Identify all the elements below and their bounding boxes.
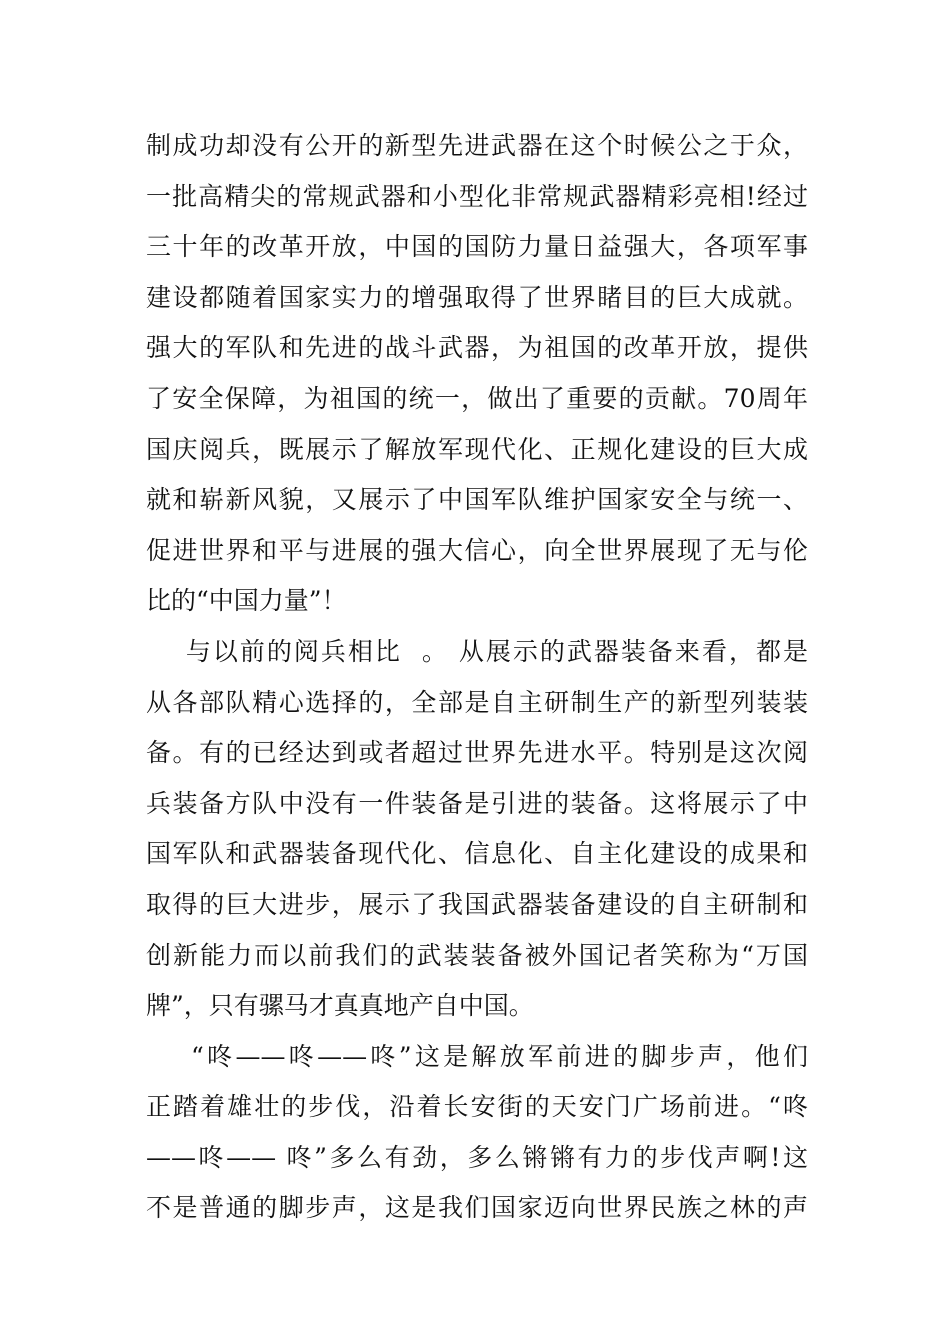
text-line: 正踏着雄壮的步伐，沿着长安街的天安门广场前进。“咚 (146, 1092, 808, 1122)
text-line: 创新能力而以前我们的武装装备被外国记者笑称为“万国 (146, 940, 808, 970)
text-line: 取得的巨大进步，展示了我国武器装备建设的自主研制和 (146, 889, 808, 919)
paragraph-start-line: “咚——咚——咚”这是解放军前进的脚步声，他们 (146, 1041, 808, 1071)
text-line: 从各部队精心选择的，全部是自主研制生产的新型列装装 (146, 687, 808, 717)
text-line: 兵装备方队中没有一件装备是引进的装备。这将展示了中 (146, 788, 808, 818)
text-line: 了安全保障，为祖国的统一，做出了重要的贡献。70周年 (146, 383, 808, 413)
paragraph-start-line: 与以前的阅兵相比 。 从展示的武器装备来看，都是 (146, 636, 808, 666)
text-line: 三十年的改革开放，中国的国防力量日益强大，各项军事 (146, 232, 808, 262)
text-line: 制成功却没有公开的新型先进武器在这个时候公之于众， (146, 131, 808, 160)
text-line: 促进世界和平与进展的强大信心，向全世界展现了无与伦 (146, 535, 808, 565)
text-line: 就和崭新风貌，又展示了中国军队维护国家安全与统一、 (146, 485, 808, 515)
text-line: 国庆阅兵，既展示了解放军现代化、正规化建设的巨大成 (146, 434, 808, 464)
text-line: ——咚—— 咚”多么有劲，多么锵锵有力的步伐声啊!这 (146, 1142, 808, 1172)
text-line: 建设都随着国家实力的增强取得了世界睹目的巨大成就。 (146, 282, 808, 312)
text-line: 国军队和武器装备现代化、信息化、自主化建设的成果和 (146, 839, 808, 869)
text-line: 不是普通的脚步声，这是我们国家迈向世界民族之林的声 (146, 1193, 808, 1223)
paragraph-end-line: 比的“中国力量”！ (146, 586, 347, 616)
text-line: 一批高精尖的常规武器和小型化非常规武器精彩亮相!经过 (146, 181, 808, 211)
body-text (146, 128, 808, 1241)
paragraph-end-line: 牌”，只有骡马才真真地产自中国。 (146, 991, 534, 1021)
text-line: 强大的军队和先进的战斗武器，为祖国的改革开放，提供 (146, 333, 808, 363)
text-line: 备。有的已经达到或者超过世界先进水平。特别是这次阅 (146, 738, 808, 768)
